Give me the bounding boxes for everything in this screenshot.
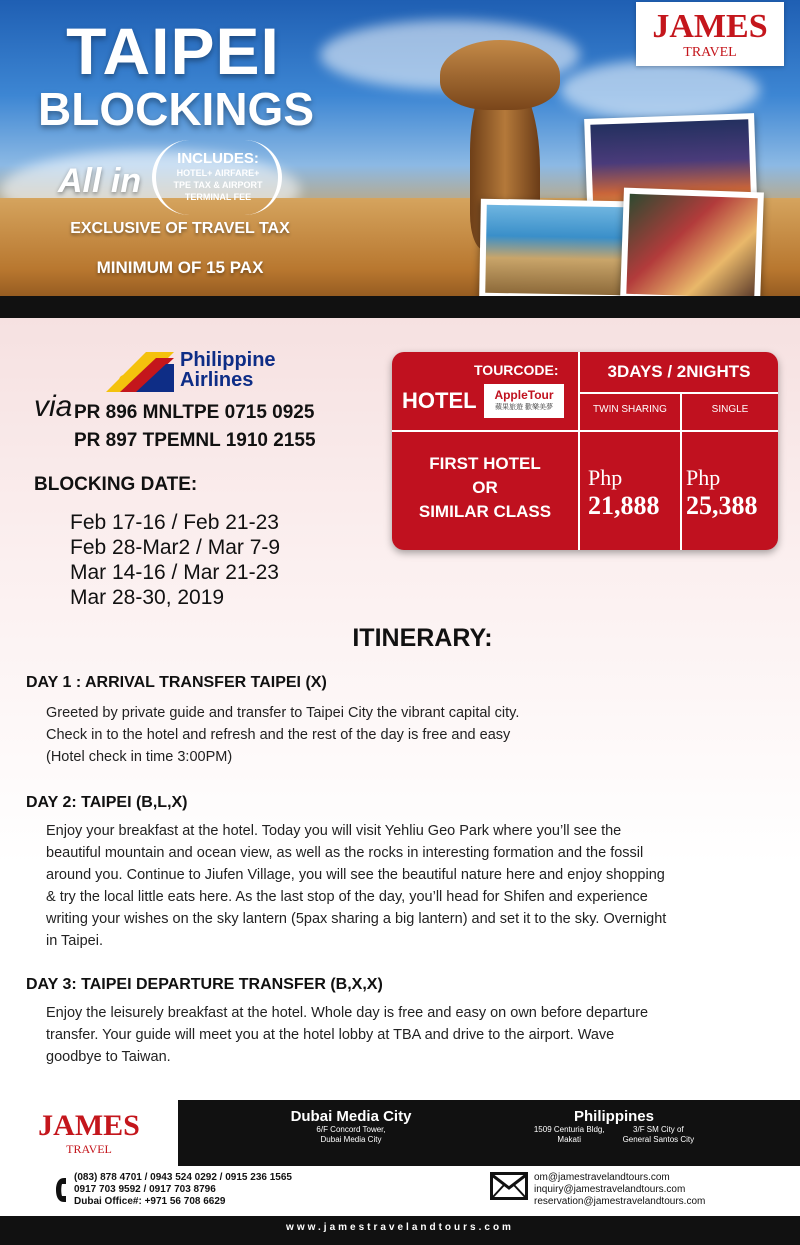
divider [580, 392, 778, 394]
phone-line[interactable]: 0917 703 9592 / 0917 703 8796 [74, 1184, 216, 1195]
airline-name-line1: Philippine [180, 349, 276, 371]
office-dubai-address: Dubai Media City [320, 1135, 382, 1144]
footer-brand-logo[interactable] [0, 1100, 178, 1166]
includes-heading: INCLUDES: [177, 150, 259, 167]
day-2-heading: DAY 2: TAIPEI (B,L,X) [26, 794, 188, 811]
all-in-label: All in [58, 162, 142, 200]
mail-icon [490, 1172, 528, 1200]
brand-name: JAMES [652, 8, 768, 45]
flight-return: PR 897 TPEMNL 1910 2155 [74, 430, 316, 451]
day-text-line: Greeted by private guide and transfer to Taipei City the vibrant capital city. [46, 705, 520, 721]
currency-label: Php [588, 465, 623, 490]
hotel-class-line: FIRST HOTEL [429, 454, 541, 473]
day-text-line: Check in to the hotel and refresh and the rest of the day is free and easy [46, 727, 511, 743]
day-text-line: in Taipei. [46, 933, 103, 949]
office-dubai-address: 6/F Concord Tower, [316, 1125, 386, 1134]
office-ph-makati: Makati [557, 1135, 581, 1144]
divider [680, 394, 682, 550]
blocking-date: Mar 28-30, 2019 [70, 586, 225, 609]
single-label: SINGLE [711, 404, 749, 415]
day-text-line: around you. Continue to Jiufen Village, you will see the beautiful nature here and enjoy shopping [46, 867, 665, 883]
footer-brand-name: JAMES [38, 1109, 140, 1142]
itinerary-title: ITINERARY: [352, 624, 493, 652]
blocking-date-list [70, 510, 280, 610]
day-text-line: writing your wishes on the sky lantern (5pax sharing a big lantern) and set it to the sky. Overnight [46, 911, 667, 927]
office-ph-name: Philippines [573, 1108, 654, 1125]
cloud [560, 60, 760, 120]
appletour-tagline: 蘋果旅遊 歡樂美夢 [495, 404, 553, 411]
includes-line: HOTEL+ AIRFARE+ [176, 168, 260, 178]
phone-numbers [74, 1172, 292, 1208]
day-text-line: Enjoy your breakfast at the hotel. Today you will visit Yehliu Geo Park where you’ll see the [46, 823, 622, 839]
appletour-name: AppleTour [494, 388, 554, 402]
photo-yehliu-coast [479, 199, 631, 302]
blocking-date-title: BLOCKING DATE: [34, 474, 198, 495]
photo-shifen-lantern [620, 188, 764, 305]
tourcode-label: TOURCODE: [474, 362, 559, 378]
minimum-pax: MINIMUM OF 15 PAX [96, 258, 264, 277]
single-price [686, 464, 758, 520]
via-label: via [34, 390, 73, 423]
blocking-date: Feb 28-Mar2 / Mar 7-9 [70, 536, 281, 559]
hero-bottom-band [0, 296, 800, 318]
footer-brand-sub: TRAVEL [66, 1142, 112, 1156]
website-link[interactable]: www.jamestravelandtours.com [286, 1222, 514, 1233]
day-text-line: beautiful mountain and ocean view, as well as the rocks in interesting formation and the fossil [46, 845, 644, 861]
brand-logo[interactable] [636, 2, 784, 66]
airline-name-line2: Airlines [180, 369, 254, 391]
day-text-line: Enjoy the leisurely breakfast at the hotel. Whole day is free and easy on own before departure [46, 1005, 649, 1021]
exclusive-note: EXCLUSIVE OF TRAVEL TAX [70, 220, 290, 237]
hero-title: TAIPEI [66, 14, 280, 88]
blocking-date: Feb 17-16 / Feb 21-23 [70, 511, 279, 534]
includes-line: TERMINAL FEE [184, 192, 252, 202]
day-text-line: (Hotel check in time 3:00PM) [46, 749, 233, 765]
single-price-value: 25,388 [686, 491, 758, 520]
day-1-heading: DAY 1 : ARRIVAL TRANSFER TAIPEI (X) [26, 674, 327, 691]
airline-name [180, 350, 276, 390]
day-text-line: transfer. Your guide will meet you at the hotel lobby at TBA and drive to the airport. Wave [46, 1027, 615, 1043]
phone-icon [54, 1176, 68, 1204]
philippine-airlines-logo-icon [106, 352, 174, 392]
office-philippines [504, 1108, 724, 1145]
email-link[interactable]: inquiry@jamestravelandtours.com [534, 1184, 686, 1195]
appletour-logo [484, 384, 564, 418]
includes-line: TPE TAX & AIRPORT [173, 180, 263, 190]
office-ph-makati: 1509 Centuria Bldg, [533, 1125, 605, 1134]
twin-sharing-label: TWIN SHARING [593, 404, 667, 415]
hotel-class-line: OR [472, 478, 498, 497]
day-text-line: & try the local little eats here. As the last stop of the day, you’ll head for Shifen and experience [46, 889, 648, 905]
office-ph-gensan: General Santos City [622, 1135, 695, 1144]
hotel-class [392, 452, 578, 524]
hotel-class-line: SIMILAR CLASS [418, 502, 552, 521]
price-card [392, 352, 778, 550]
day-1-text [46, 702, 746, 768]
day-3-text [46, 1002, 746, 1068]
flight-outbound: PR 896 MNLTPE 0715 0925 [74, 402, 315, 423]
twin-price [588, 464, 660, 520]
office-dubai [266, 1108, 436, 1145]
office-dubai-name: Dubai Media City [290, 1108, 412, 1125]
blocking-date: Mar 14-16 / Mar 21-23 [70, 561, 279, 584]
currency-label: Php [686, 465, 721, 490]
includes-box [160, 150, 276, 203]
email-link[interactable]: om@jamestravelandtours.com [534, 1172, 670, 1183]
day-3-heading: DAY 3: TAIPEI DEPARTURE TRANSFER (B,X,X) [26, 976, 383, 993]
email-link[interactable]: reservation@jamestravelandtours.com [534, 1196, 706, 1207]
office-ph-gensan: 3/F SM City of [633, 1125, 684, 1134]
twin-price-value: 21,888 [588, 491, 660, 520]
day-2-text [46, 820, 746, 952]
day-text-line: goodbye to Taiwan. [46, 1049, 171, 1065]
phone-line[interactable]: (083) 878 4701 / 0943 524 0292 / 0915 236 1565 [74, 1172, 292, 1183]
hotel-label: HOTEL [402, 388, 477, 413]
rock-top [440, 40, 560, 110]
email-list [534, 1172, 705, 1208]
phone-line[interactable]: Dubai Office#: +971 56 708 6629 [74, 1196, 226, 1207]
hero-subtitle: BLOCKINGS [38, 83, 314, 135]
brand-sub: TRAVEL [683, 45, 737, 60]
duration-label: 3DAYS / 2NIGHTS [607, 362, 751, 381]
